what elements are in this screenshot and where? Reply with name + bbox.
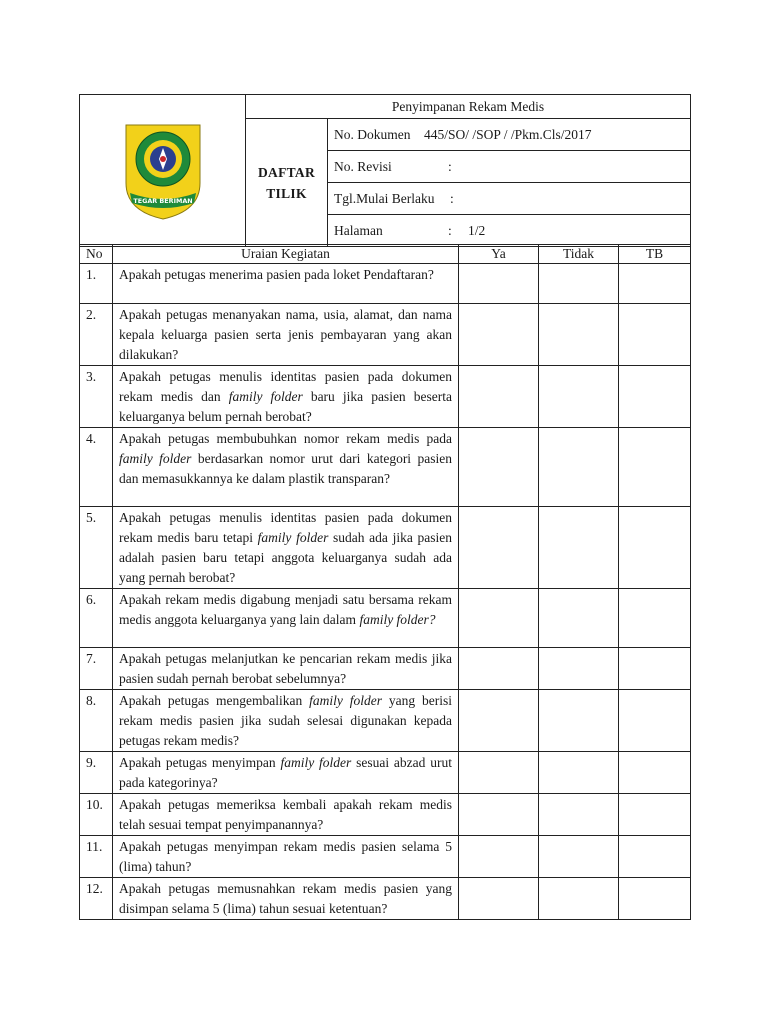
description-text: baru jika pasien beserta keluarganya belum pernah berobat? xyxy=(119,389,452,424)
table-header-row xyxy=(80,245,691,264)
activity-description xyxy=(113,752,459,794)
italic-term: family folder xyxy=(309,693,382,708)
answer-yes-cell[interactable] xyxy=(459,794,539,836)
field-page: Halaman : 1/2 xyxy=(328,215,691,247)
answer-yes-cell[interactable] xyxy=(459,648,539,690)
column-header-activity: Uraian Kegiatan xyxy=(113,245,459,264)
row-number: 10. xyxy=(80,794,113,836)
description-text: sesuai abzad urut pada kategorinya? xyxy=(119,755,452,790)
description-text: Apakah rekam medis digabung menjadi satu bersama rekam medis anggota keluarganya yang lain dalam xyxy=(119,592,452,627)
answer-no-cell[interactable] xyxy=(539,878,619,920)
table-row xyxy=(80,836,691,878)
answer-tb-cell[interactable] xyxy=(619,264,691,304)
answer-tb-cell[interactable] xyxy=(619,794,691,836)
description-text: berdasarkan nomor urut dari kategori pasien dan memasukkannya ke dalam plastik transparan? xyxy=(119,451,452,486)
answer-yes-cell[interactable] xyxy=(459,507,539,589)
answer-no-cell[interactable] xyxy=(539,507,619,589)
table-row xyxy=(80,264,691,304)
answer-no-cell[interactable] xyxy=(539,648,619,690)
activity-description xyxy=(113,589,459,648)
row-number: 11. xyxy=(80,836,113,878)
answer-tb-cell[interactable] xyxy=(619,507,691,589)
logo-cell xyxy=(80,95,246,247)
row-number: 8. xyxy=(80,690,113,752)
answer-tb-cell[interactable] xyxy=(619,366,691,428)
description-text: Apakah petugas memeriksa kembali apakah rekam medis telah sesuai tempat penyimpanannya? xyxy=(119,797,452,832)
document-title: Penyimpanan Rekam Medis xyxy=(246,95,691,119)
activity-description xyxy=(113,304,459,366)
answer-no-cell[interactable] xyxy=(539,794,619,836)
table-row xyxy=(80,794,691,836)
answer-tb-cell[interactable] xyxy=(619,836,691,878)
answer-yes-cell[interactable] xyxy=(459,366,539,428)
description-text: sudah ada jika pasien adalah pasien baru tetapi anggota keluarganya sudah ada yang pernah berobat? xyxy=(119,530,452,585)
table-row xyxy=(80,589,691,648)
description-text: Apakah petugas menerima pasien pada loket Pendaftaran? xyxy=(119,267,434,282)
answer-yes-cell[interactable] xyxy=(459,878,539,920)
field-effective-date: Tgl.Mulai Berlaku : xyxy=(328,183,691,215)
answer-no-cell[interactable] xyxy=(539,589,619,648)
description-text: Apakah petugas menulis identitas pasien pada dokumen rekam medis baru tetapi xyxy=(119,510,452,545)
activity-description xyxy=(113,507,459,589)
document-type: DAFTAR TILIK xyxy=(246,119,328,247)
answer-yes-cell[interactable] xyxy=(459,836,539,878)
answer-yes-cell[interactable] xyxy=(459,428,539,507)
row-number: 9. xyxy=(80,752,113,794)
table-row xyxy=(80,648,691,690)
column-header-tb: TB xyxy=(619,245,691,264)
answer-tb-cell[interactable] xyxy=(619,878,691,920)
description-text: Apakah petugas menanyakan nama, usia, alamat, dan nama kepala keluarga pasien serta jenis pembayaran yang akan dilakukan? xyxy=(119,307,452,362)
field-revision: No. Revisi : xyxy=(328,151,691,183)
field-document-number: No. Dokumen 445/SO/ /SOP / /Pkm.Cls/2017 xyxy=(328,119,691,151)
row-number: 2. xyxy=(80,304,113,366)
italic-term: family folder xyxy=(257,530,329,545)
activity-description xyxy=(113,366,459,428)
description-text: Apakah petugas melanjutkan ke pencarian rekam medis jika pasien sudah pernah berobat sebelumnya? xyxy=(119,651,452,686)
italic-term: family folder xyxy=(119,451,192,466)
row-number: 7. xyxy=(80,648,113,690)
activity-description xyxy=(113,264,459,304)
answer-no-cell[interactable] xyxy=(539,428,619,507)
answer-tb-cell[interactable] xyxy=(619,752,691,794)
description-text: Apakah petugas menyimpan rekam medis pasien selama 5 (lima) tahun? xyxy=(119,839,452,874)
answer-tb-cell[interactable] xyxy=(619,648,691,690)
description-text: Apakah petugas membubuhkan nomor rekam medis pada xyxy=(119,431,452,446)
table-row xyxy=(80,304,691,366)
row-number: 6. xyxy=(80,589,113,648)
italic-term: family folder xyxy=(280,755,352,770)
table-row xyxy=(80,428,691,507)
answer-yes-cell[interactable] xyxy=(459,304,539,366)
answer-no-cell[interactable] xyxy=(539,752,619,794)
table-row xyxy=(80,366,691,428)
row-number: 12. xyxy=(80,878,113,920)
description-text: Apakah petugas menyimpan xyxy=(119,755,281,770)
italic-term: family folder? xyxy=(359,612,436,627)
answer-tb-cell[interactable] xyxy=(619,690,691,752)
answer-yes-cell[interactable] xyxy=(459,589,539,648)
table-row xyxy=(80,878,691,920)
italic-term: family folder xyxy=(228,389,303,404)
row-number: 5. xyxy=(80,507,113,589)
row-number: 1. xyxy=(80,264,113,304)
description-text: Apakah petugas menulis identitas pasien pada dokumen rekam medis dan xyxy=(119,369,452,404)
checklist-table xyxy=(79,244,691,920)
answer-yes-cell[interactable] xyxy=(459,690,539,752)
answer-tb-cell[interactable] xyxy=(619,589,691,648)
logo-motto: TEGAR BERIMAN xyxy=(132,196,193,205)
document-header xyxy=(79,94,691,247)
answer-yes-cell[interactable] xyxy=(459,264,539,304)
answer-no-cell[interactable] xyxy=(539,690,619,752)
row-number: 3. xyxy=(80,366,113,428)
column-header-no-answer: Tidak xyxy=(539,245,619,264)
row-number: 4. xyxy=(80,428,113,507)
activity-description xyxy=(113,878,459,920)
activity-description xyxy=(113,648,459,690)
answer-yes-cell[interactable] xyxy=(459,752,539,794)
answer-tb-cell[interactable] xyxy=(619,304,691,366)
activity-description xyxy=(113,794,459,836)
answer-no-cell[interactable] xyxy=(539,366,619,428)
activity-description xyxy=(113,690,459,752)
answer-no-cell[interactable] xyxy=(539,264,619,304)
answer-tb-cell[interactable] xyxy=(619,428,691,507)
answer-no-cell[interactable] xyxy=(539,836,619,878)
column-header-yes: Ya xyxy=(459,245,539,264)
description-text: Apakah petugas memusnahkan rekam medis pasien yang disimpan selama 5 (lima) tahun sesuai ketentuan? xyxy=(119,881,452,916)
table-row xyxy=(80,690,691,752)
activity-description xyxy=(113,428,459,507)
column-header-no: No xyxy=(80,245,113,264)
description-text: yang berisi rekam medis pasien jika sudah selesai digunakan kepada petugas rekam medis? xyxy=(119,693,452,748)
description-text: Apakah petugas mengembalikan xyxy=(119,693,310,708)
answer-no-cell[interactable] xyxy=(539,304,619,366)
table-row xyxy=(80,507,691,589)
table-row xyxy=(80,752,691,794)
activity-description xyxy=(113,836,459,878)
regency-logo xyxy=(80,119,245,223)
